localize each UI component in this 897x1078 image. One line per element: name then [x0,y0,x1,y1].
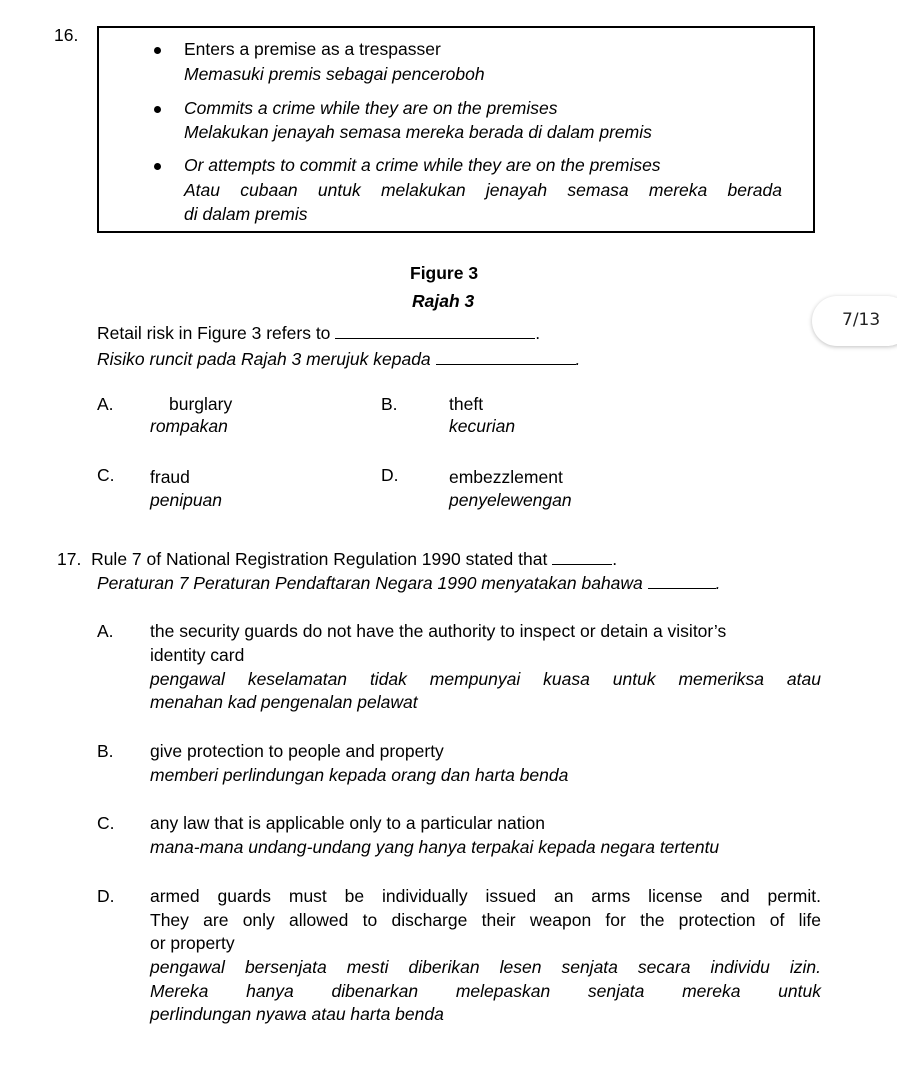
answer-blank [335,322,535,339]
option-d-ms: penyelewengan [449,490,572,510]
option-d-en-line2: They are only allowed to discharge their weapon for the protection of life [150,910,821,930]
option-d-letter: D. [381,465,399,485]
stem-text: Peraturan 7 Peraturan Pendaftaran Negara 1990 menyatakan bahawa [97,573,643,593]
option-c-ms: mana-mana undang-undang yang hanya terpakai kepada negara tertentu [150,837,720,857]
option-c-en: any law that is applicable only to a particular nation [150,813,545,833]
stem-period: . [612,549,618,569]
page-indicator-text: 7/13 [842,310,881,330]
option-d-ms-line3: perlindungan nyawa atau harta benda [150,1004,444,1024]
option-d-en-line1: armed guards must be individually issued an arms license and permit. [150,886,821,906]
answer-blank [648,572,716,589]
answer-blank [436,348,576,365]
option-d-letter: D. [97,886,115,906]
answer-blank [552,548,612,565]
stem-text: Rule 7 of National Registration Regulation 1990 stated that [91,549,548,569]
option-a-ms: rompakan [150,416,228,436]
stem-period: . [535,323,541,343]
option-a-ms-line1: pengawal keselamatan tidak mempunyai kuasa untuk memeriksa atau [150,669,821,689]
figure-caption-en: Figure 3 [410,263,479,283]
option-b-en: give protection to people and property [150,741,444,761]
option-a-en-line2: identity card [150,645,245,665]
stem-period: . [575,349,581,369]
option-b-letter: B. [381,394,398,414]
option-d-ms-line2: Mereka hanya dibenarkan melepaskan senjata mereka untuk [150,981,821,1001]
option-c-en: fraud [150,467,190,487]
figure-item-2-en: Commits a crime while they are on the premises [184,98,558,118]
option-c-ms: penipuan [150,490,223,510]
stem-text: Risiko runcit pada Rajah 3 merujuk kepada [97,349,431,369]
question-17-stem-en [57,548,617,570]
option-c-letter: C. [97,465,115,485]
bullet-icon [154,106,161,113]
option-c-letter: C. [97,813,115,833]
option-b-ms: kecurian [449,416,516,436]
figure-item-1-ms: Memasuki premis sebagai penceroboh [184,64,485,84]
question-17-stem-ms [97,572,721,594]
option-b-ms: memberi perlindungan kepada orang dan harta benda [150,765,569,785]
option-d-ms-line1: pengawal bersenjata mesti diberikan lesen senjata secara individu izin. [150,957,821,977]
option-a-letter: A. [97,621,114,641]
question-17-number: 17. [57,549,82,569]
figure-item-3-ms-line2: di dalam premis [184,204,308,224]
figure-caption-ms: Rajah 3 [412,291,475,311]
bullet-icon [154,163,161,170]
stem-period: . [715,573,721,593]
figure-item-2-ms: Melakukan jenayah semasa mereka berada di dalam premis [184,122,652,142]
figure-item-1-en: Enters a premise as a trespasser [184,39,441,59]
figure-3-box [97,26,815,233]
option-d-en-line3: or property [150,933,235,953]
page-indicator [812,296,897,346]
question-16-stem-ms [97,348,580,370]
option-a-ms-line2: menahan kad pengenalan pelawat [150,692,418,712]
question-16-stem-en [97,322,540,344]
question-16-number: 16. [54,25,79,45]
option-a-en: burglary [169,394,233,414]
figure-item-3-ms-line1: Atau cubaan untuk melakukan jenayah semasa mereka berada [184,180,782,200]
figure-item-3-en: Or attempts to commit a crime while they are on the premises [184,155,661,175]
stem-text: Retail risk in Figure 3 refers to [97,323,331,343]
option-a-letter: A. [97,394,114,414]
option-b-en: theft [449,394,484,414]
option-b-letter: B. [97,741,114,761]
bullet-icon [154,47,161,54]
option-d-en: embezzlement [449,467,563,487]
option-a-en-line1: the security guards do not have the authority to inspect or detain a visitor’s [150,621,727,641]
